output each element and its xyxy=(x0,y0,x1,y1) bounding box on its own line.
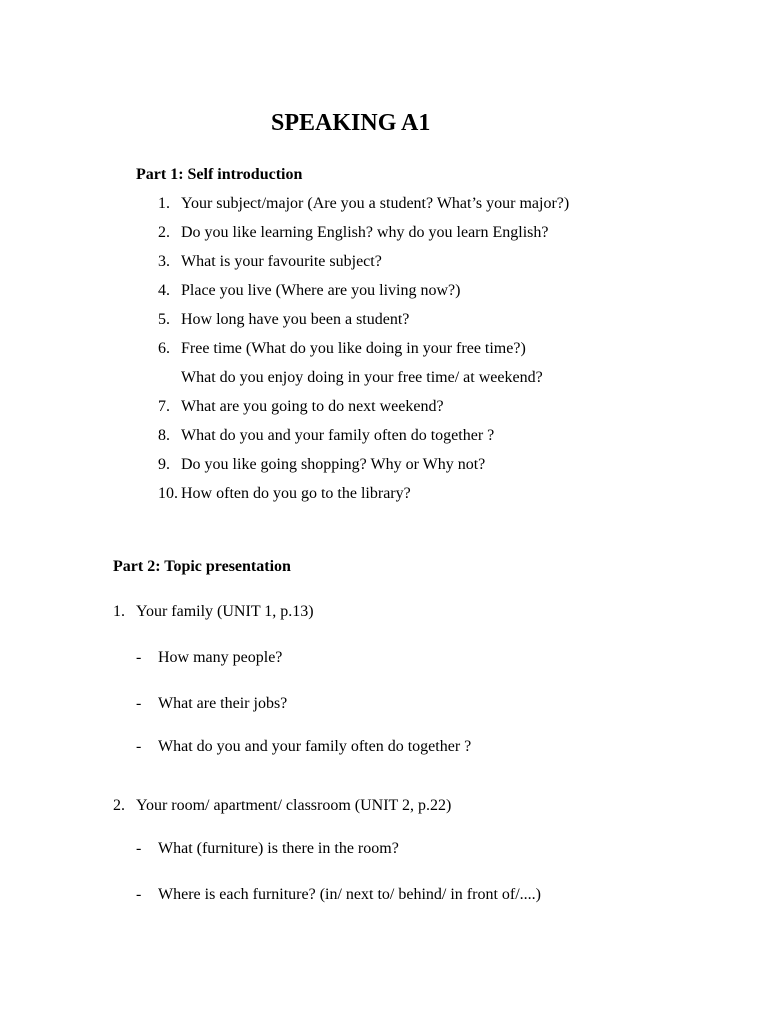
topic-title: Your room/ apartment/ classroom (UNIT 2, p.22) xyxy=(136,797,452,814)
bullet-text: What (furniture) is there in the room? xyxy=(158,840,399,857)
bullet-text: What do you and your family often do together ? xyxy=(158,738,472,755)
list-item-text: What do you enjoy doing in your free time/ at weekend? xyxy=(181,369,543,386)
list-item-number: 2. xyxy=(158,224,170,241)
part2-heading: Part 2: Topic presentation xyxy=(113,558,291,575)
list-item-text: What do you and your family often do together ? xyxy=(181,427,495,444)
list-item-number: 9. xyxy=(158,456,170,473)
bullet-text: How many people? xyxy=(158,649,283,666)
list-item-number: 1. xyxy=(158,195,170,212)
list-item-text: Free time (What do you like doing in your free time?) xyxy=(181,340,526,357)
bullet-dash: - xyxy=(136,649,142,666)
part1-heading: Part 1: Self introduction xyxy=(136,166,303,183)
list-item-text: Your subject/major (Are you a student? What’s your major?) xyxy=(181,195,570,212)
list-item-number: 10. xyxy=(158,485,178,502)
list-item-text: How often do you go to the library? xyxy=(181,485,411,502)
topic-number: 2. xyxy=(113,797,125,814)
bullet-dash: - xyxy=(136,695,142,712)
list-item-number: 5. xyxy=(158,311,170,328)
bullet-dash: - xyxy=(136,886,142,903)
list-item-text: Do you like going shopping? Why or Why not? xyxy=(181,456,486,473)
bullet-text: Where is each furniture? (in/ next to/ behind/ in front of/....) xyxy=(158,886,541,903)
bullet-dash: - xyxy=(136,738,142,755)
list-item-text: How long have you been a student? xyxy=(181,311,410,328)
list-item-number: 8. xyxy=(158,427,170,444)
list-item-number: 4. xyxy=(158,282,170,299)
list-item-text: What is your favourite subject? xyxy=(181,253,382,270)
topic-title: Your family (UNIT 1, p.13) xyxy=(136,603,314,620)
list-item-text: Place you live (Where are you living now?) xyxy=(181,282,461,299)
bullet-dash: - xyxy=(136,840,142,857)
bullet-text: What are their jobs? xyxy=(158,695,288,712)
list-item-text: What are you going to do next weekend? xyxy=(181,398,444,415)
list-item-number: 3. xyxy=(158,253,170,270)
page-title: SPEAKING A1 xyxy=(271,110,431,136)
list-item-number: 7. xyxy=(158,398,170,415)
topic-number: 1. xyxy=(113,603,125,620)
list-item-text: Do you like learning English? why do you learn English? xyxy=(181,224,549,241)
list-item-number: 6. xyxy=(158,340,170,357)
